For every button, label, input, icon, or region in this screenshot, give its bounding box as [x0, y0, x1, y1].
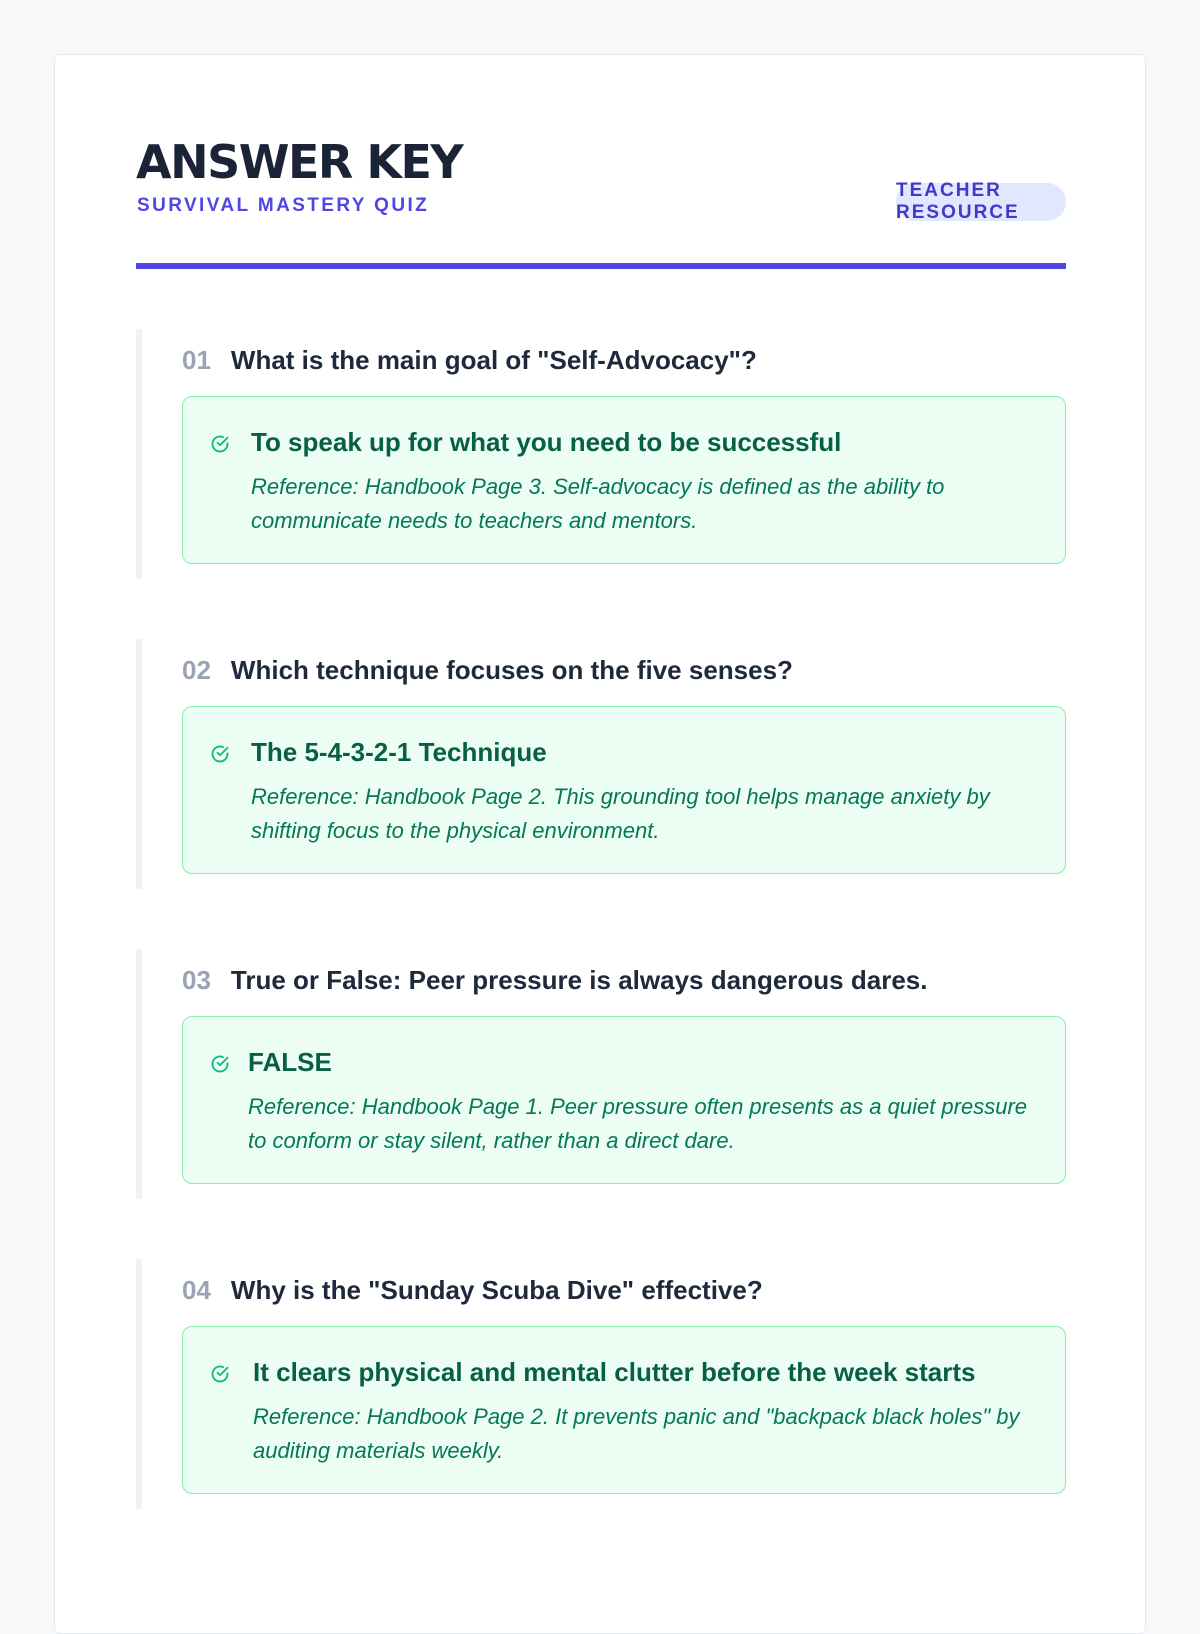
question-accent-bar — [136, 329, 142, 579]
question-accent-bar — [136, 949, 142, 1199]
check-circle-icon — [210, 1364, 230, 1384]
question-number: 03 — [182, 965, 211, 995]
answer-text: The 5-4-3-2-1 Technique — [251, 737, 547, 767]
answer-box — [182, 1016, 1066, 1184]
answer-reference: Reference: Handbook Page 2. It prevents panic and "backpack black holes" by auditing materials weekly. — [253, 1404, 1020, 1463]
question-number: 04 — [182, 1275, 211, 1305]
check-circle-icon — [210, 434, 230, 454]
question-text: True or False: Peer pressure is always dangerous dares. — [230, 965, 928, 995]
question-header — [182, 1275, 763, 1306]
answer-text: FALSE — [248, 1047, 332, 1077]
question-header — [182, 965, 927, 996]
answer-box — [182, 396, 1066, 564]
answer-box — [182, 706, 1066, 874]
question-number: 01 — [182, 345, 211, 375]
question-header — [182, 345, 757, 376]
answer-text: To speak up for what you need to be successful — [251, 427, 842, 457]
header-divider — [136, 263, 1066, 269]
question-number: 02 — [182, 655, 211, 685]
answer-text: It clears physical and mental clutter before the week starts — [253, 1357, 976, 1387]
question-item — [136, 329, 1066, 579]
page-subtitle: SURVIVAL MASTERY QUIZ — [137, 195, 430, 216]
question-text: Why is the "Sunday Scuba Dive" effective? — [230, 1275, 763, 1305]
header — [136, 135, 1066, 267]
question-item — [136, 639, 1066, 889]
answer-box — [182, 1326, 1066, 1494]
question-item — [136, 949, 1066, 1199]
answer-key-card — [54, 54, 1146, 1634]
answer-reference: Reference: Handbook Page 2. This grounding tool helps manage anxiety by shifting focus to the physical environment. — [251, 784, 990, 843]
question-accent-bar — [136, 639, 142, 889]
answer-reference: Reference: Handbook Page 1. Peer pressure often presents as a quiet pressure to conform or stay silent, rather than a direct dare. — [248, 1094, 1028, 1153]
page-title: ANSWER KEY — [136, 135, 463, 189]
check-circle-icon — [210, 744, 230, 764]
check-circle-icon — [210, 1054, 230, 1074]
question-text: Which technique focuses on the five senses? — [230, 655, 793, 685]
question-item — [136, 1259, 1066, 1509]
answer-reference: Reference: Handbook Page 3. Self-advocacy is defined as the ability to communicate needs to teachers and mentors. — [251, 474, 945, 533]
question-header — [182, 655, 793, 686]
teacher-resource-badge: TEACHER RESOURCE — [896, 183, 1066, 221]
question-accent-bar — [136, 1259, 142, 1509]
question-text: What is the main goal of "Self-Advocacy"? — [230, 345, 757, 375]
